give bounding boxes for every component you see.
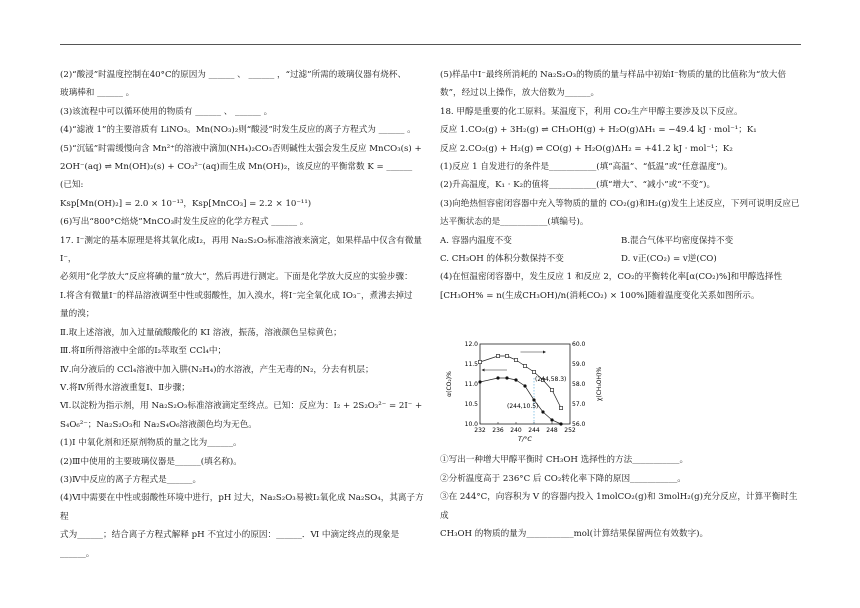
right-text-line: (4)在恒温密闭容器中，发生反应 1 和反应 2，CO₂的平衡转化率[α(CO₂)%]和甲醇选择性 xyxy=(440,272,783,283)
x-tick-label: 248 xyxy=(546,427,558,434)
options-row-2 xyxy=(440,250,802,268)
x-tick-label: 240 xyxy=(510,427,522,434)
right-text-line: 18. 甲醇是重要的化工原料。某温度下，利用 CO₂生产甲醇主要涉及以下反应。 xyxy=(440,106,743,117)
data-point xyxy=(523,364,526,367)
option-c: C. CH₃OH 的体积分数保持不变 xyxy=(440,254,564,265)
right-tick-label: 56.0 xyxy=(572,421,586,428)
option-b: B.混合气体平均密度保持不变 xyxy=(621,235,734,246)
option-a: A. 容器内温度不变 xyxy=(440,235,512,246)
data-point xyxy=(550,388,553,391)
left-text-line: Ⅰ.将含有微量I⁻的样品溶液调至中性或弱酸性，加入溴水，将I⁻完全氧化成 IO₃⁻，煮沸去掉过 xyxy=(60,290,413,301)
question-text-line: CH₃OH 的物质的量为___________mol(计算结果保留两位有效数字)。 xyxy=(440,528,709,539)
right-tick-label: 60.0 xyxy=(572,341,586,348)
right-text-line: (1)反应 1 自发进行的条件是___________(填“高温”、“低温”或“任意温度”)。 xyxy=(440,162,733,173)
left-text-line: 式为______；结合离子方程式解释 pH 不宜过小的原因：______．Ⅵ 中滴定终点的现象是______。 xyxy=(60,530,400,559)
x-tick-label: 252 xyxy=(564,427,576,434)
data-point xyxy=(505,376,508,379)
left-text-line: Ⅴ.将Ⅳ所得水溶液重复Ⅰ、Ⅱ步骤； xyxy=(60,382,190,393)
arrow-right-head xyxy=(543,351,546,354)
left-text-line: (5)“沉锰”时需缓慢向含 Mn²⁺的溶液中滴加(NH₄)₂CO₃否则碱性太强会发生反应 MnCO₃(s) + xyxy=(60,143,422,154)
left-tick-label: 10.5 xyxy=(464,401,478,408)
option-d: D. v正(CO₂) = v逆(CO) xyxy=(621,254,717,265)
left-tick-label: 11.5 xyxy=(464,361,478,368)
data-point xyxy=(559,422,562,425)
left-text-line: S₄O₆²⁻；Na₂S₂O₃和 Na₂S₄O₆溶液颜色均为无色。 xyxy=(60,419,257,430)
left-text-line: 2OH⁻(aq) ⇌ Mn(OH)₂(s) + CO₃²⁻(aq)而生成 Mn(OH)₂，该反应的平衡常数 K = ______ (已知: xyxy=(60,162,415,191)
left-tick-label: 10.0 xyxy=(464,421,478,428)
data-point xyxy=(559,406,562,409)
x-tick-label: 236 xyxy=(492,427,504,434)
left-text-line: (1)I 中氧化剂和还原剂物质的量之比为______。 xyxy=(60,438,242,449)
left-text-line: (4)Ⅵ中需要在中性或弱酸性环境中进行，pH 过大，Na₂S₂O₃易被I₂氧化成 Na₂SO₄，其离子方程 xyxy=(60,493,424,522)
left-text-line: (2)Ⅲ中使用的主要玻璃仪器是______(填名称)。 xyxy=(60,456,242,467)
data-point xyxy=(496,376,499,379)
question-text-line: ③在 244°C，向容积为 V 的容器内投入 1molCO₂(g)和 3molH₂(g)充分反应，计算平衡时生成 xyxy=(440,492,798,521)
left-axis-label: α(CO₂)% xyxy=(446,371,453,397)
right-text-line: 数”，经过以上操作，放大倍数为______。 xyxy=(440,88,600,99)
question-text-line: ②分析温度高于 236°C 后 CO₂转化率下降的原因___________。 xyxy=(440,473,686,484)
arrow-left-head xyxy=(482,369,485,372)
left-text-line: Ⅲ.将Ⅱ所得溶液中全部的I₂萃取至 CCl₄中； xyxy=(60,346,227,357)
x-tick-label: 232 xyxy=(474,427,486,434)
series-line xyxy=(480,378,561,424)
plot-frame xyxy=(480,344,570,424)
data-point xyxy=(478,380,481,383)
right-axis-label: χ(CH₃OH)% xyxy=(596,366,603,402)
left-text-line: 17. I⁻测定的基本原理是将其氧化成I₂，再用 Na₂S₂O₃标准溶液来滴定，如果样品中仅含有微量I⁻， xyxy=(60,235,423,265)
right-text-line: 反应 2.CO₂(g) + H₂(g) ⇌ CO(g) + H₂O(g)ΔH₂ = +41.2 kJ · mol⁻¹；K₂ xyxy=(440,143,733,154)
data-point xyxy=(532,398,535,401)
left-text-line: Ⅵ.以淀粉为指示剂，用 Na₂S₂O₃标准溶液滴定至终点。已知：反应为：I₂ + 2S₂O₃²⁻ = 2I⁻ + xyxy=(60,401,423,412)
data-point xyxy=(541,410,544,413)
left-text-line: (3)该流程中可以循环使用的物质有 ______ 、 ______ 。 xyxy=(60,106,273,117)
options-row-1 xyxy=(440,232,802,250)
left-text-line: 玻璃棒和 ______ 。 xyxy=(60,88,135,99)
data-point xyxy=(478,360,481,363)
left-tick-label: 11.0 xyxy=(464,381,478,388)
left-text-line: Ksp[Mn(OH)₂] = 2.0 × 10⁻¹³，Ksp[MnCO₃] = 2.2 × 10⁻¹¹) xyxy=(60,198,312,209)
x-axis-label: T/°C xyxy=(518,435,532,443)
right-text-line: 达平衡状态的是___________(填编号)。 xyxy=(440,217,589,228)
right-tick-label: 59.0 xyxy=(572,361,586,368)
left-text-line: Ⅱ.取上述溶液，加入过量硫酸酸化的 KI 溶液，振荡，溶液颜色呈棕黄色； xyxy=(60,327,342,338)
data-point xyxy=(550,418,553,421)
data-point xyxy=(523,384,526,387)
data-point xyxy=(532,370,535,373)
question-text-line: ①写出一种增大甲醇平衡时 CH₃OH 选择性的方法___________。 xyxy=(440,455,689,466)
x-tick-label: 244 xyxy=(528,427,540,434)
left-text-line: (4)“滤液 1”的主要溶质有 LiNO₃。Mn(NO₃)₂则“酸浸”时发生反应的离子方程式为 ______ 。 xyxy=(60,125,416,136)
right-tick-label: 57.0 xyxy=(572,401,586,408)
left-text-line: 必须用“化学放大”反应将碘的量“放大”，然后再进行测定。下面是化学放大反应的实验步骤： xyxy=(60,272,413,283)
left-column xyxy=(60,66,424,563)
annotation-upper: (244,58.3) xyxy=(535,376,567,383)
annotation-lower: (244,10.5) xyxy=(507,403,539,410)
data-point xyxy=(514,378,517,381)
left-text-line: (6)写出“800°C焙烧”MnCO₃时发生反应的化学方程式 ______ 。 xyxy=(60,217,309,228)
data-point xyxy=(514,358,517,361)
left-text-line: Ⅳ.向分液后的 CCl₄溶液中加入肼(N₂H₄)的水溶液，产生无毒的N₂，分去有机层； xyxy=(60,364,374,375)
left-text-line: (2)“酸浸”时温度控制在40°C的原因为 ______ 、 ______ ，“过滤”所需的玻璃仪器有烧杯、 xyxy=(60,70,407,80)
header-rule xyxy=(60,44,801,45)
data-point xyxy=(505,354,508,357)
right-text-line: 反应 1.CO₂(g) + 3H₂(g) ⇌ CH₃OH(g) + H₂O(g)ΔH₁ = −49.4 kJ · mol⁻¹；K₁ xyxy=(440,125,757,136)
data-point xyxy=(496,354,499,357)
right-tick-label: 58.0 xyxy=(572,381,586,388)
right-text-line: [CH₃OH% = n(生成CH₃OH)/n(消耗CO₂) × 100%]随着温度变化关系如图所示。 xyxy=(440,290,760,301)
right-column xyxy=(440,66,802,543)
temperature-chart xyxy=(446,336,606,452)
left-text-line: (3)Ⅳ中反应的离子方程式是______。 xyxy=(60,474,202,485)
left-tick-label: 12.0 xyxy=(464,341,478,348)
right-text-line: (5)样品中I⁻最终所消耗的 Na₂S₂O₃的物质的量与样品中初始I⁻物质的量的比值称为“放大倍 xyxy=(440,70,787,80)
right-text-line: (2)升高温度，K₁ · K₂的值将___________(填“增大”、“减小”或“不变”)。 xyxy=(440,180,716,191)
right-text-line: (3)向绝热恒容密闭容器中充入等物质的量的 CO₂(g)和H₂(g)发生上述反应，下列可说明反应已 xyxy=(440,198,800,209)
left-text-line: 量的溴； xyxy=(60,309,95,320)
